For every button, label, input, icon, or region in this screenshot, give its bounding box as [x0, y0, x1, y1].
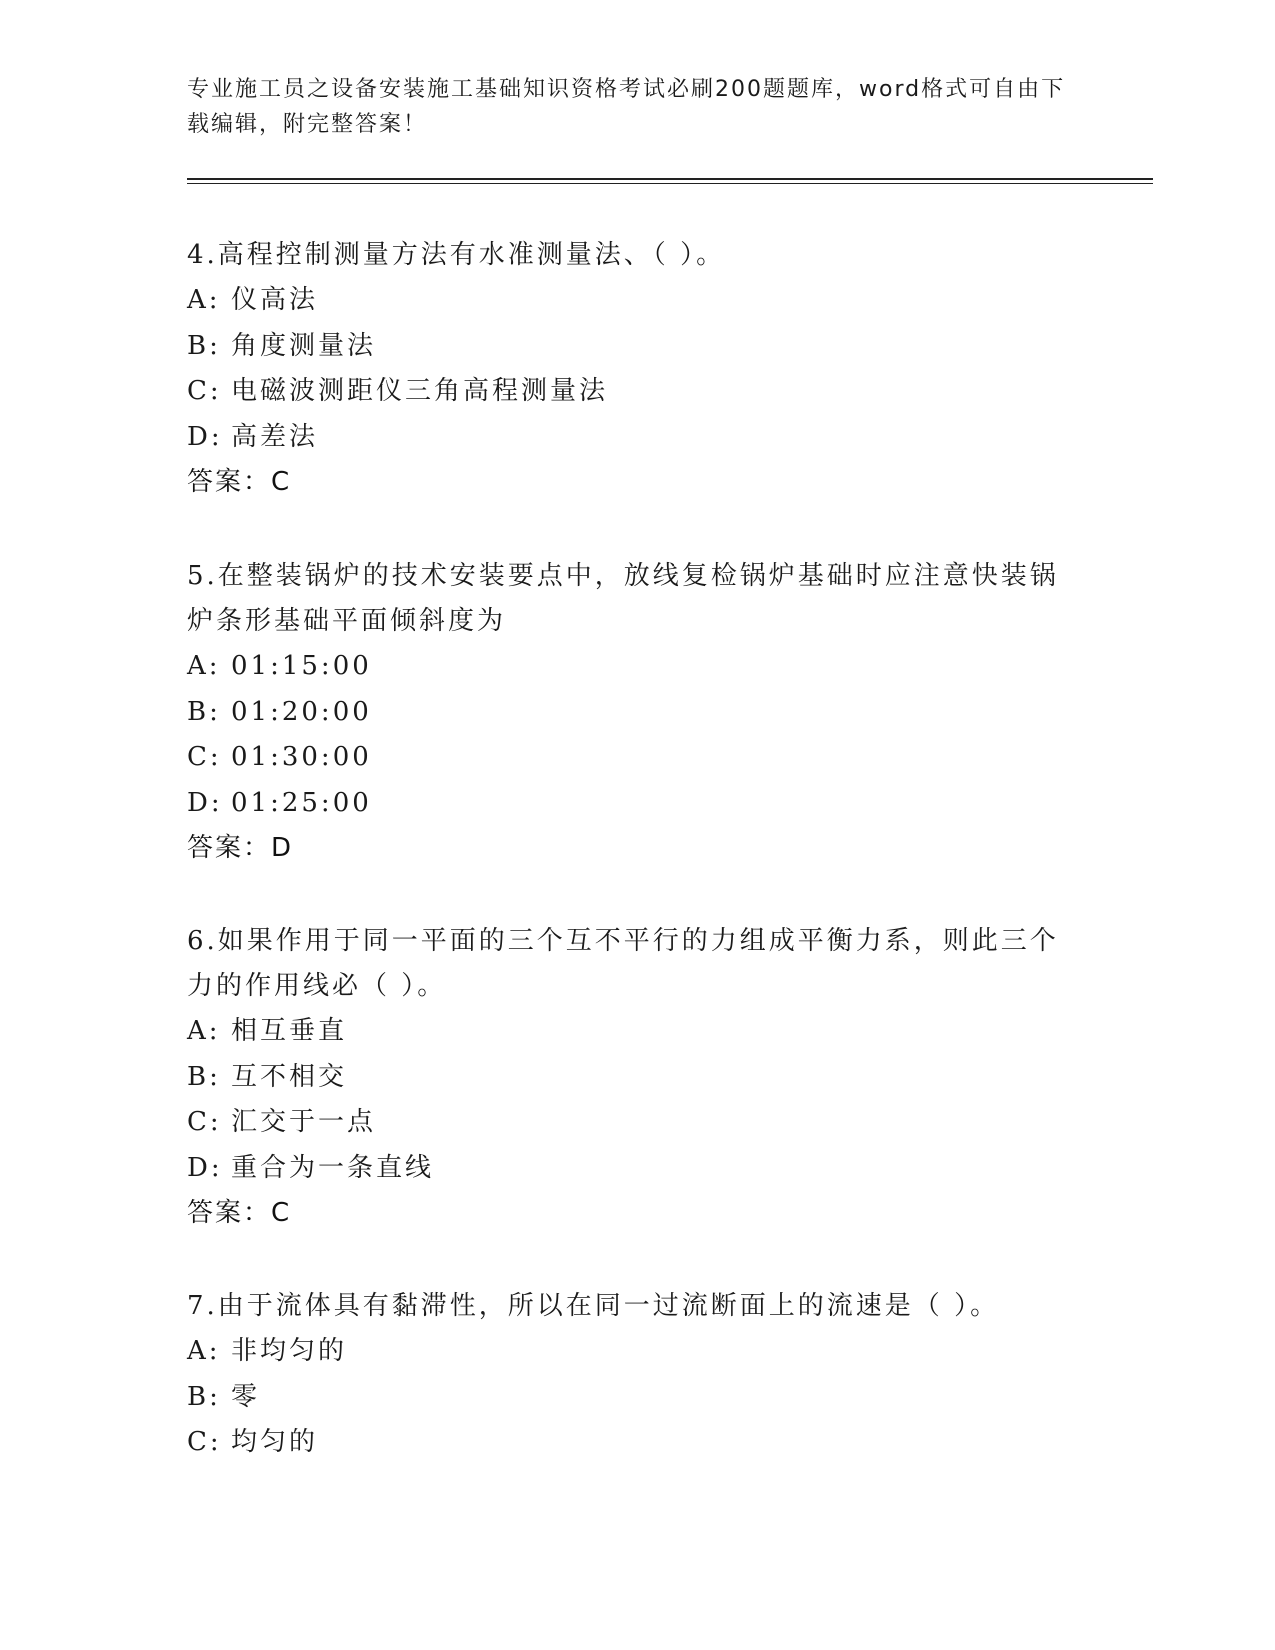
option-key: B: — [187, 696, 221, 727]
option-key: B: — [187, 330, 221, 361]
option-a — [187, 644, 1087, 690]
question-stem: 6.如果作用于同一平面的三个互不平行的力组成平衡力系，则此三个力的作用线必（ ）。 — [187, 926, 1059, 1001]
option-b — [187, 1055, 1087, 1101]
option-text: 电磁波测距仪三角高程测量法 — [231, 376, 609, 406]
option-b — [187, 324, 1087, 370]
question-7 — [187, 1284, 1087, 1466]
option-text: 均匀的 — [231, 1427, 319, 1457]
question-stem: 4.高程控制测量方法有水准测量法、（ ）。 — [187, 240, 726, 270]
document-header — [187, 72, 1087, 142]
option-d — [187, 1146, 1087, 1192]
option-key: D: — [187, 787, 223, 818]
option-text: 01:20:00 — [231, 696, 372, 727]
question-5 — [187, 554, 1087, 871]
option-text: 非均匀的 — [231, 1336, 348, 1366]
question-stem: 7.由于流体具有黏滞性，所以在同一过流断面上的流速是（ ）。 — [187, 1291, 1000, 1321]
answer-line: 答案：C — [187, 467, 292, 497]
option-text: 01:30:00 — [231, 742, 372, 772]
question-4 — [187, 233, 1087, 505]
option-c — [187, 369, 1087, 415]
header-divider-thin — [187, 183, 1153, 184]
option-key: A: — [187, 651, 221, 681]
option-text: 互不相交 — [231, 1061, 348, 1092]
option-d — [187, 781, 1087, 827]
option-key: B: — [187, 1061, 221, 1092]
option-key: B: — [187, 1381, 221, 1412]
option-text: 01:15:00 — [231, 651, 372, 681]
header-divider-thick — [187, 178, 1153, 180]
option-text: 零 — [231, 1381, 261, 1412]
answer-line: 答案：D — [187, 833, 294, 863]
option-a — [187, 1009, 1087, 1055]
option-b — [187, 1375, 1087, 1421]
option-text: 汇交于一点 — [231, 1107, 377, 1137]
question-6 — [187, 919, 1087, 1236]
option-c — [187, 1420, 1087, 1466]
option-text: 重合为一条直线 — [231, 1152, 435, 1183]
option-c — [187, 1100, 1087, 1146]
option-key: D: — [187, 1152, 223, 1183]
option-key: A: — [187, 1336, 221, 1366]
option-key: C: — [187, 376, 222, 406]
option-key: A: — [187, 285, 221, 315]
document-title: 专业施工员之设备安装施工基础知识资格考试必刷200题题库，word格式可自由下载编辑，附完整答案！ — [187, 77, 1066, 137]
option-key: C: — [187, 1427, 222, 1457]
answer-line: 答案：C — [187, 1198, 292, 1228]
option-text: 仪高法 — [231, 285, 319, 315]
option-text: 01:25:00 — [231, 787, 372, 818]
option-c — [187, 735, 1087, 781]
option-d — [187, 415, 1087, 461]
option-key: A: — [187, 1016, 221, 1046]
option-text: 角度测量法 — [231, 330, 377, 361]
option-a — [187, 278, 1087, 324]
option-key: C: — [187, 1107, 222, 1137]
option-b — [187, 690, 1087, 736]
option-a — [187, 1329, 1087, 1375]
option-key: D: — [187, 421, 223, 452]
question-stem: 5.在整装锅炉的技术安装要点中，放线复检锅炉基础时应注意快装锅炉条形基础平面倾斜度为 — [187, 561, 1059, 636]
option-key: C: — [187, 742, 222, 772]
option-text: 高差法 — [231, 421, 319, 452]
option-text: 相互垂直 — [231, 1016, 348, 1046]
